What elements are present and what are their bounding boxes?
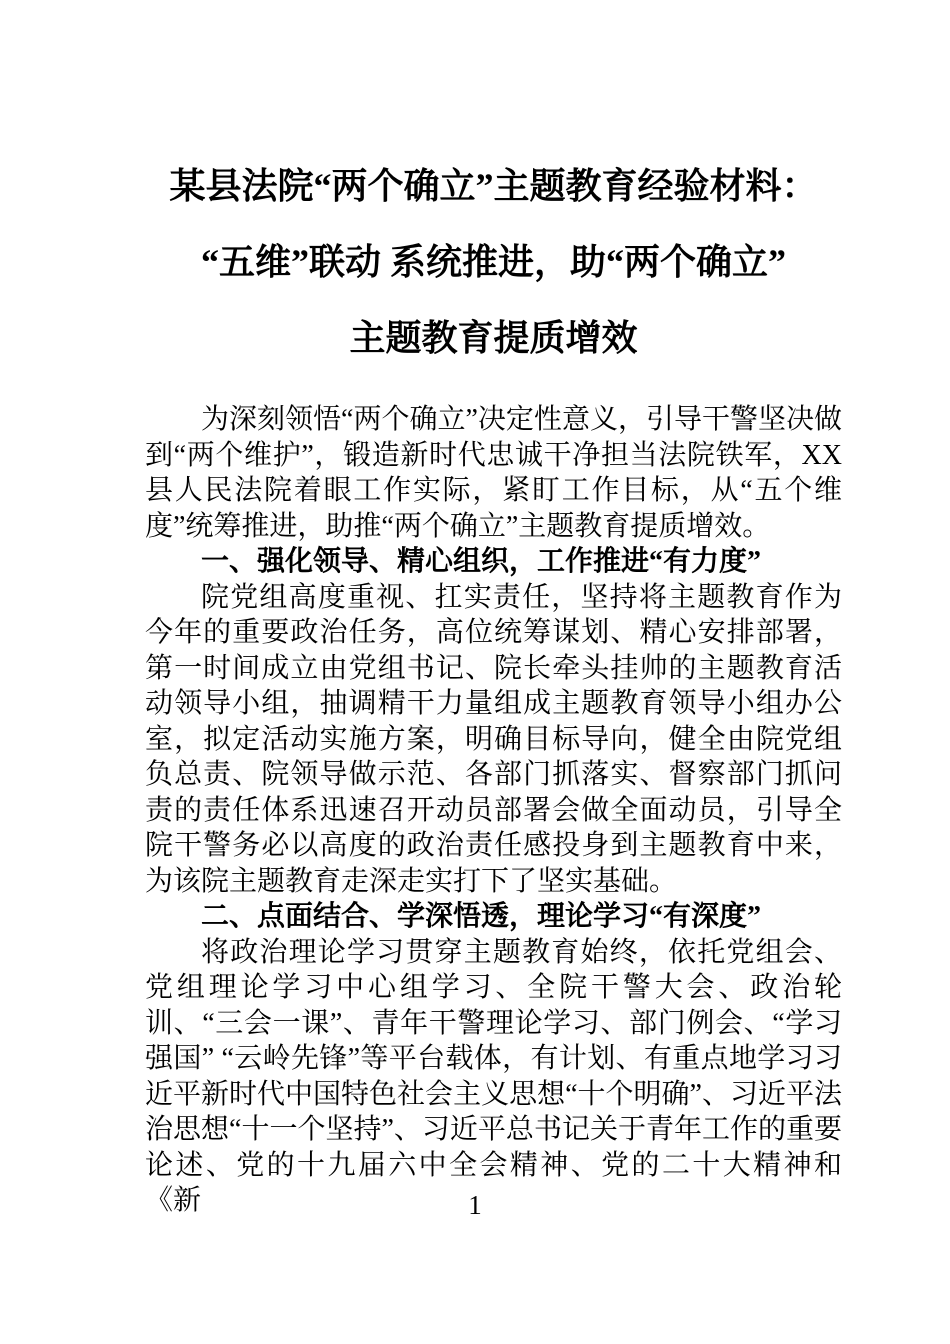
- section-heading-2: 二、点面结合、学深悟透，理论学习“有深度”: [201, 901, 762, 932]
- paragraph-section-2: 将政治理论学习贯穿主题教育始终，依托党组会、党组理论学习中心组学习、全院干警大会、政治轮训、“三会一课”、青年干警理论学习、部门例会、“学习强国” “云岭先锋”等平台载体，有计划、有重点地学习习近平新时代中国特色社会主义思想“十个明确”、习近平法治思想“十一个坚持”、习近平总书记关于青年工作的重要论述、党的十九届六中全会精神、党的二十大精神和《新: [145, 936, 842, 1216]
- title-line-2: “五维”联动 系统推进，助“两个确立”: [200, 242, 786, 282]
- title-line-1: 某县法院“两个确立”主题教育经验材料：: [169, 166, 818, 206]
- document-body: [145, 402, 842, 1219]
- section-heading-1: 一、强化领导、精心组织，工作推进“有力度”: [201, 546, 762, 577]
- document-title: [145, 148, 842, 376]
- paragraph-intro: 为深刻领悟“两个确立”决定性意义，引导干警坚决做到“两个维护”，锻造新时代忠诚干净担当法院铁军，XX县人民法院着眼工作实际，紧盯工作目标，从“五个维度”统筹推进，助推“两个确立”主题教育提质增效。: [145, 404, 842, 542]
- paragraph-section-1: 院党组高度重视、扛实责任，坚持将主题教育作为今年的重要政治任务，高位统筹谋划、精心安排部署，第一时间成立由党组书记、院长牵头挂帅的主题教育活动领导小组，抽调精干力量组成主题教育领导小组办公室，拟定活动实施方案，明确目标导向，健全由院党组负总责、院领导做示范、各部门抓落实、督察部门抓问责的责任体系迅速召开动员部署会做全面动员，引导全院干警务必以高度的政治责任感投身到主题教育中来，为该院主题教育走深走实打下了坚实基础。: [145, 581, 842, 897]
- title-line-3: 主题教育提质增效: [349, 318, 638, 358]
- page-number: 1: [468, 1190, 482, 1220]
